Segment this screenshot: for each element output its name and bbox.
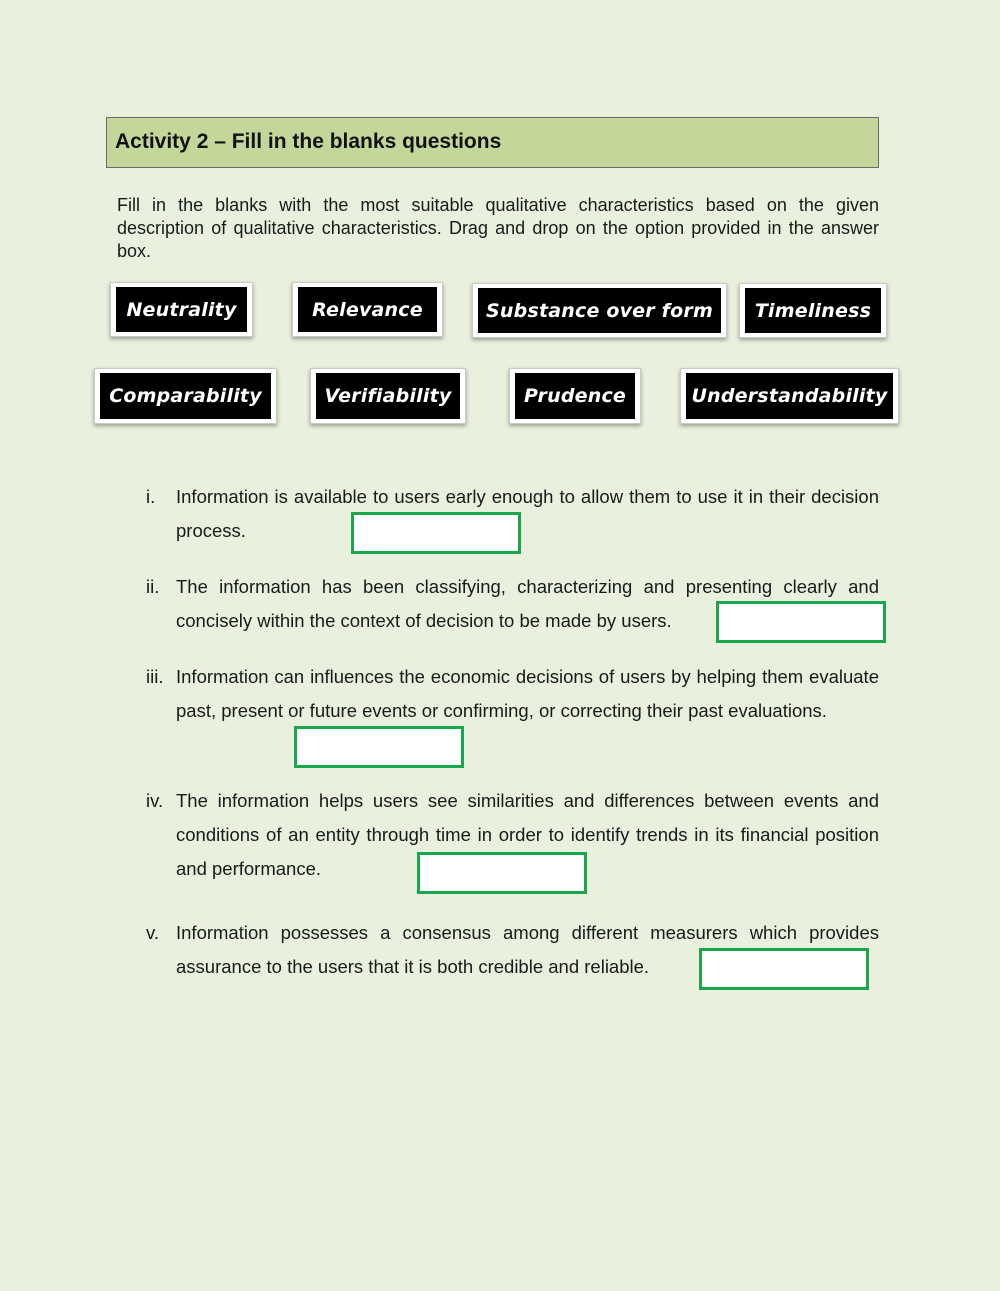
question-text: Information possesses a consensus among different measurers which provides assurance to the users that it is both credible and reliable. xyxy=(176,922,879,977)
answer-box-5[interactable] xyxy=(699,948,869,990)
option-chip-timeliness[interactable] xyxy=(739,283,887,338)
option-chip-neutrality[interactable] xyxy=(110,282,253,337)
option-chip-understandability[interactable] xyxy=(680,368,899,424)
option-chip-label: Comparability xyxy=(100,373,271,419)
question-number: iii. xyxy=(146,666,164,687)
question-text: Information is available to users early enough to allow them to use it in their decision process. xyxy=(176,486,879,541)
question-text: The information helps users see similarities and differences between events and conditions of an entity through time in order to identify trends in its financial position and performance. xyxy=(176,790,879,879)
option-chip-label: Relevance xyxy=(298,287,437,332)
answer-box-1[interactable] xyxy=(351,512,521,554)
question-number: iv. xyxy=(146,790,164,811)
option-chip-label: Neutrality xyxy=(116,287,247,332)
option-chip-substance-over-form[interactable] xyxy=(472,283,727,338)
answer-box-2[interactable] xyxy=(716,601,886,643)
option-chip-relevance[interactable] xyxy=(292,282,443,337)
option-chip-label: Substance over form xyxy=(478,288,721,333)
option-chip-comparability[interactable] xyxy=(94,368,277,424)
option-chip-label: Timeliness xyxy=(745,288,881,333)
answer-box-4[interactable] xyxy=(417,852,587,894)
question-number: v. xyxy=(146,922,160,943)
option-chip-label: Verifiability xyxy=(316,373,460,419)
activity-title: Activity 2 – Fill in the blanks questions xyxy=(115,130,502,153)
option-chip-verifiability[interactable] xyxy=(310,368,466,424)
option-chip-label: Understandability xyxy=(686,373,893,419)
option-chip-prudence[interactable] xyxy=(509,368,641,424)
activity-title-band xyxy=(106,117,879,168)
question-number: i. xyxy=(146,486,156,507)
question-text: The information has been classifying, characterizing and presenting clearly and concisely within the context of decision to be made by users. xyxy=(176,576,879,631)
option-chip-label: Prudence xyxy=(515,373,635,419)
instructions-text: Fill in the blanks with the most suitable qualitative characteristics based on the given description of qualitative characteristics. Drag and drop on the option provided in the answer box. xyxy=(117,195,879,261)
question-text: Information can influences the economic decisions of users by helping them evaluate past, present or future events or confirming, or correcting their past evaluations. xyxy=(176,666,879,721)
answer-box-3[interactable] xyxy=(294,726,464,768)
question-number: ii. xyxy=(146,576,160,597)
